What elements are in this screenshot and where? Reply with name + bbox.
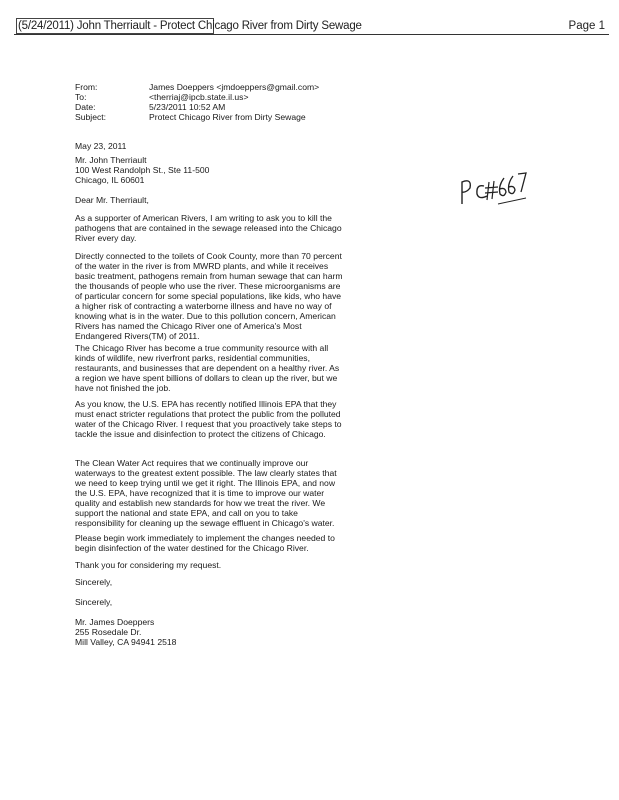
closing: Sincerely, bbox=[75, 597, 113, 607]
address-line: Chicago, IL 60601 bbox=[75, 175, 145, 185]
from-label: From: bbox=[75, 82, 98, 92]
to-label: To: bbox=[75, 92, 87, 102]
document-header bbox=[14, 18, 609, 38]
paragraph: Directly connected to the toilets of Cook County, more than 70 percent of the water in the river is from MWRD plants, and while it receives basic treatment, pathogens remain from human sewage that can harm the thousands of people who use the river. These microorganisms are of particular concern for some special populations, like kids, who have a higher risk of contracting a waterborne illness and have no way of knowing what is in the water. Due to this pollution concern, American Rivers has named the Chicago River one of America's Most Endangered Rivers(TM) of 2011. bbox=[75, 251, 343, 341]
email-metadata bbox=[75, 82, 319, 122]
handwritten-annotation bbox=[458, 168, 528, 208]
signature-line: Mr. James Doeppers bbox=[75, 617, 155, 627]
address-line: Mr. John Therriault bbox=[75, 155, 147, 165]
paragraph: Please begin work immediately to implement the changes needed to begin disinfection of the water destined for the Chicago River. bbox=[75, 533, 335, 553]
closing: Sincerely, bbox=[75, 577, 113, 587]
header-rule bbox=[14, 34, 609, 35]
header-title: (5/24/2011) John Therriault - Protect Chicago River from Dirty Sewage bbox=[18, 20, 362, 32]
signature-block bbox=[75, 617, 345, 647]
paragraph: The Clean Water Act requires that we continually improve our waterways to the greatest extent possible. The law clearly states that we need to keep trying until we get it right. The Illinois EPA, and now the U.S. EPA, have recognized that it is time to improve our water quality and establish new standards for how we treat the river. We support the national and state EPA, and call on you to take responsibility for cleaning up the sewage effluent in Chicago's water. bbox=[75, 458, 337, 528]
subject-value: Protect Chicago River from Dirty Sewage bbox=[149, 112, 306, 122]
meta-from-row bbox=[75, 82, 319, 92]
paragraph: As you know, the U.S. EPA has recently notified Illinois EPA that they must enact stricter regulations that protect the public from the polluted water of the Chicago River. I request that you proactively take steps to tackle the issue and disinfection to protect the citizens of Chicago. bbox=[75, 399, 342, 439]
letter-date: May 23, 2011 bbox=[75, 141, 127, 151]
page-number: Page 1 bbox=[568, 20, 605, 32]
meta-to-row bbox=[75, 92, 319, 102]
paragraph: Thank you for considering my request. bbox=[75, 560, 222, 570]
date-label: Date: bbox=[75, 102, 96, 112]
paragraph: As a supporter of American Rivers, I am writing to ask you to kill the pathogens that are contained in the sewage released into the Chicago River every day. bbox=[75, 213, 342, 243]
date-value: 5/23/2011 10:52 AM bbox=[149, 102, 226, 112]
signature-line: 255 Rosedale Dr. bbox=[75, 627, 142, 637]
signature-line: Mill Valley, CA 94941 2518 bbox=[75, 637, 177, 647]
to-value: <therriaj@ipcb.state.il.us> bbox=[149, 92, 249, 102]
meta-date-row bbox=[75, 102, 319, 112]
salutation: Dear Mr. Therriault, bbox=[75, 195, 149, 205]
address-line: 100 West Randolph St., Ste 11-500 bbox=[75, 165, 210, 175]
from-value: James Doeppers <jmdoeppers@gmail.com> bbox=[149, 82, 320, 92]
recipient-address bbox=[75, 155, 345, 185]
meta-subject-row bbox=[75, 112, 319, 122]
paragraph: The Chicago River has become a true community resource with all kinds of wildlife, new riverfront parks, residential communities, restaurants, and businesses that are dependent on a healthy river. As a region we have spent billions of dollars to clean up the river, but we have not finished the job. bbox=[75, 343, 340, 393]
subject-label: Subject: bbox=[75, 112, 107, 122]
